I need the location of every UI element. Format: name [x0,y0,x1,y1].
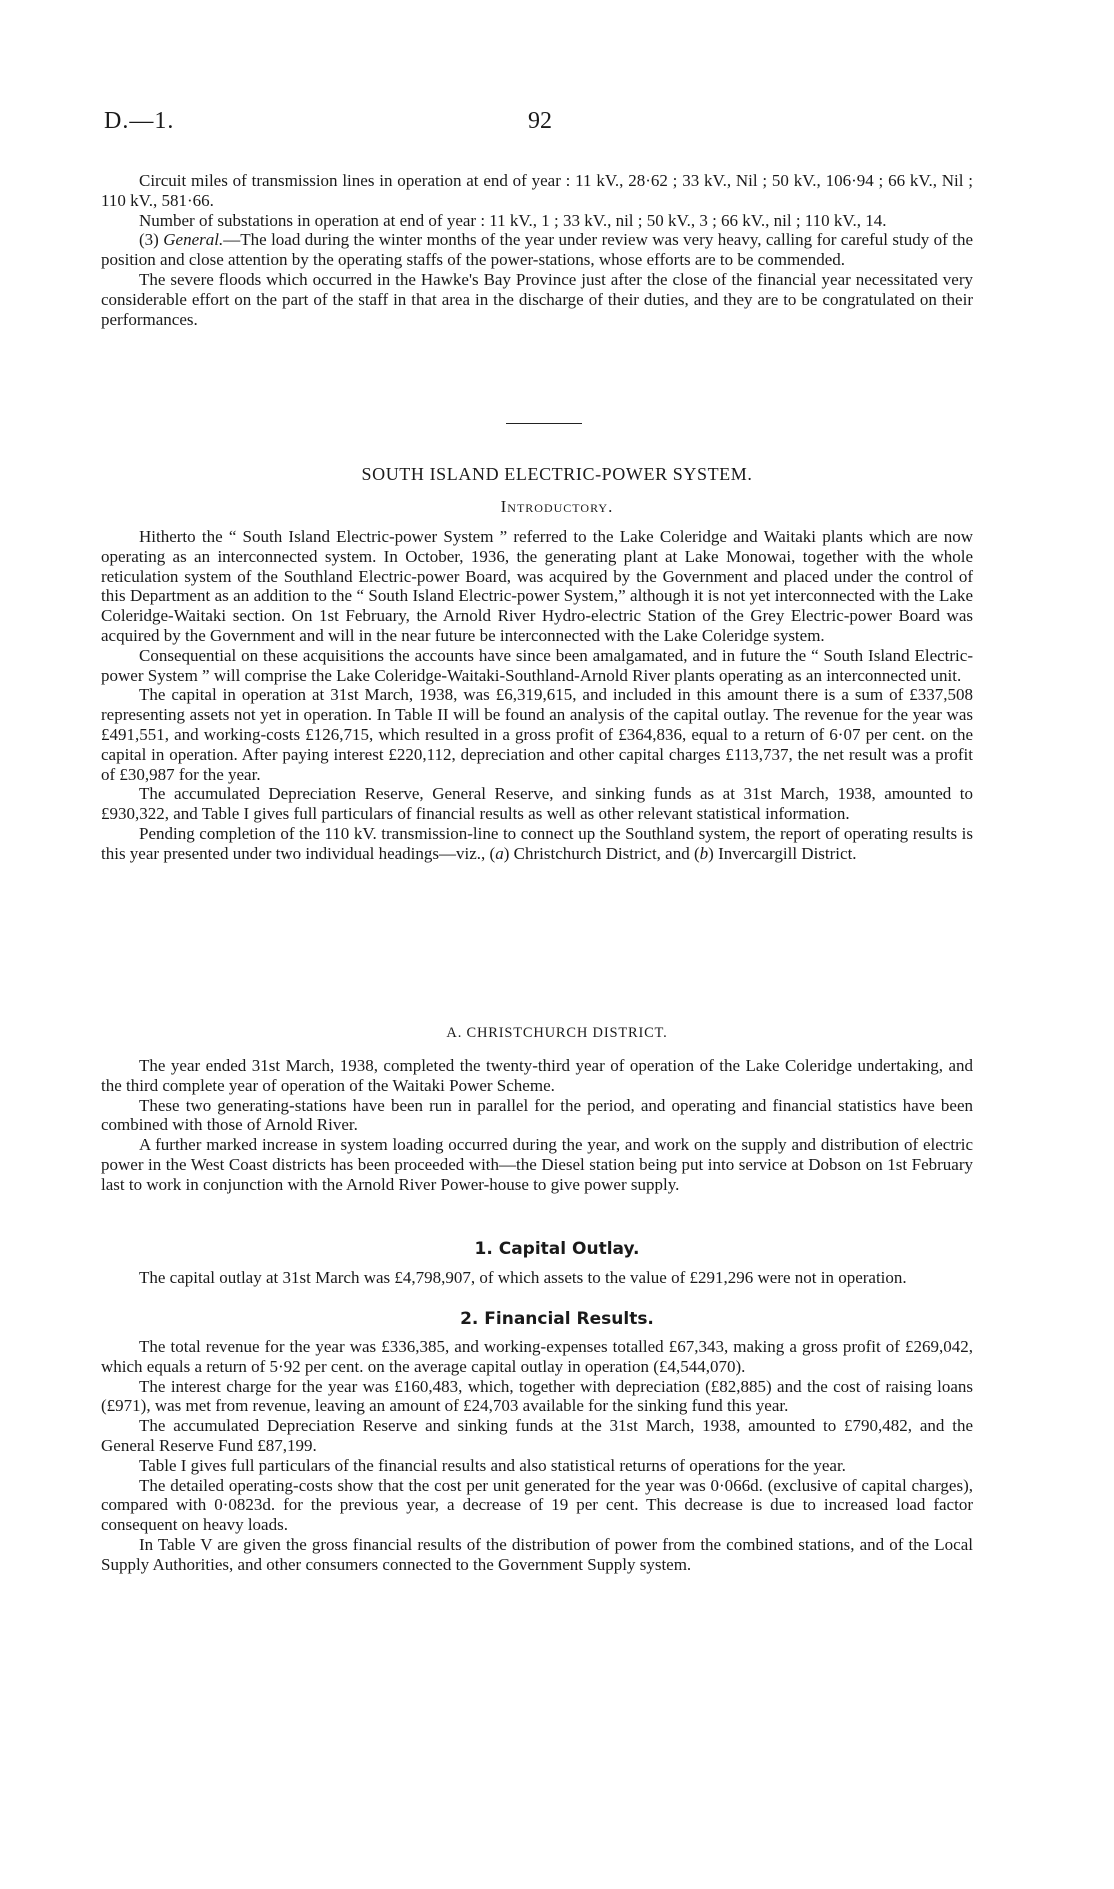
consequential-paragraph: Consequential on these acquisitions the accounts have since been amalgamated, and in future the “ South Island Electric-power System ” will comprise the Lake Coleridge-Waitaki-Southland-Arnold River plants operating as an interconnected unit. [101,645,973,685]
general-label-italic: General. [163,230,224,250]
section-divider [506,423,582,424]
general-text: —The load during the winter months of the year under review was very heavy, calling for careful study of the position and close attention by the operating staffs of the power-stations, whose efforts are to be commended. [101,230,973,270]
introductory-subtitle: Introductory. [500,497,614,516]
pending-completion-paragraph [101,824,973,864]
christchurch-district-title: A. CHRISTCHURCH DISTRICT. [446,1025,668,1041]
interest-charge-paragraph: The interest charge for the year was £160,483, which, together with depreciation (£82,885) and the cost of raising loans (£971), was met from revenue, leaving an amount of £24,703 available for the sinking fund this year. [101,1376,973,1416]
generating-stations-paragraph: These two generating-stations have been run in parallel for the period, and operating and financial statistics have been combined with those of Arnold River. [101,1095,973,1135]
capital-outlay-paragraph: The capital outlay at 31st March was £4,798,907, of which assets to the value of £291,296 were not in operation. [139,1268,907,1287]
financial-results-block [101,1337,973,1575]
circuit-miles-paragraph: Circuit miles of transmission lines in operation at end of year : 11 kV., 28·62 ; 33 kV., Nil ; 50 kV., 106·94 ; 66 kV., Nil ; 110 kV., 581·66. [101,171,973,210]
pending-text-2: ) Christchurch District, and ( [503,843,700,863]
pending-letter-a: a [495,843,504,863]
table-five-paragraph: In Table V are given the gross financial results of the distribution of power from the combined stations, and of the Local Supply Authorities, and other consumers connected to the Government Supply system. [101,1534,973,1574]
pending-letter-b: b [699,843,709,863]
christchurch-block [101,1056,973,1195]
table-one-paragraph: Table I gives full particulars of the financial results and also statistical returns of operations for the year. [139,1455,846,1475]
pending-text-3: ) Invercargill District. [708,843,857,863]
page-number: 92 [528,108,552,134]
general-paragraph [101,230,973,270]
hitherto-paragraph: Hitherto the “ South Island Electric-power System ” referred to the Lake Coleridge and Waitaki plants which are now operating as an interconnected system. In October, 1936, the generating plant at Lake Monowai, together with the whole reticulation system of the Southland Electric-power Board, was acquired by the Government and placed under the control of this Department as an addition to the “ South Island Electric-power System,” although it is not yet interconnected with the Lake Coleridge-Waitaki section. On 1st February, the Arnold River Hydro-electric Station of the Grey Electric-power Board was acquired by the Government and will in the near future be interconnected with the Lake Coleridge system. [101,527,973,645]
capital-in-operation-paragraph: The capital in operation at 31st March, 1938, was £6,319,615, and included in this amount there is a sum of £337,508 representing assets not yet in operation. In Table II will be found an analysis of the capital outlay. The revenue for the year was £491,551, and working-costs £126,715, which resulted in a gross profit of £364,836, equal to a return of 6·07 per cent. on the capital in operation. After paying interest £220,112, depreciation and other capital charges £113,737, the net result was a profit of £30,987 for the year. [101,685,973,784]
section-reference: D.—1. [104,108,175,134]
depreciation-reserve-paragraph: The accumulated Depreciation Reserve and sinking funds at the 31st March, 1938, amounted to £790,482, and the General Reserve Fund £87,199. [101,1416,973,1455]
accumulated-reserve-paragraph: The accumulated Depreciation Reserve, General Reserve, and sinking funds as at 31st March, 1938, amounted to £930,322, and Table I gives full particulars of financial results as well as other relevant statistical information. [101,784,973,824]
south-island-title: SOUTH ISLAND ELECTRIC-POWER SYSTEM. [361,464,753,484]
total-revenue-paragraph: The total revenue for the year was £336,385, and working-expenses totalled £67,343, making a gross profit of £269,042, which equals a return of 5·92 per cent. on the average capital outlay in operation (£4,544,070). [101,1337,973,1376]
capital-outlay-block [101,1268,973,1288]
operating-costs-paragraph: The detailed operating-costs show that the cost per unit generated for the year was 0·066d. (exclusive of capital charges), compared with 0·0823d. for the previous year, a decrease of 19 per cent. This decrease is due to increased load factor consequent on heavy loads. [101,1475,973,1535]
pending-text-1: Pending completion of the 110 kV. transmission-line to connect up the Southland system, the report of operating results is this year presented under two individual headings—viz., ( [101,823,973,863]
capital-outlay-heading: 1. Capital Outlay. [474,1239,640,1259]
substations-paragraph: Number of substations in operation at end of year : 11 kV., 1 ; 33 kV., nil ; 50 kV., 3 ; 66 kV., nil ; 110 kV., 14. [139,210,887,230]
south-island-intro-block [101,527,973,864]
financial-results-heading: 2. Financial Results. [460,1309,654,1329]
general-label: (3) [139,230,164,250]
system-loading-paragraph: A further marked increase in system loading occurred during the year, and work on the supply and distribution of electric power in the West Coast districts has been proceeded with—the Diesel station being put into service at Dobson on 1st February last to work in conjunction with the Arnold River Power-house to give power supply. [101,1135,973,1194]
transmission-stats-block [101,171,973,329]
year-ended-paragraph: The year ended 31st March, 1938, completed the twenty-third year of operation of the Lake Coleridge undertaking, and the third complete year of operation of the Waitaki Power Scheme. [101,1056,973,1095]
floods-paragraph: The severe floods which occurred in the Hawke's Bay Province just after the close of the financial year necessitated very considerable effort on the part of the staff in that area in the discharge of their duties, and they are to be congratulated on their performances. [101,269,973,329]
